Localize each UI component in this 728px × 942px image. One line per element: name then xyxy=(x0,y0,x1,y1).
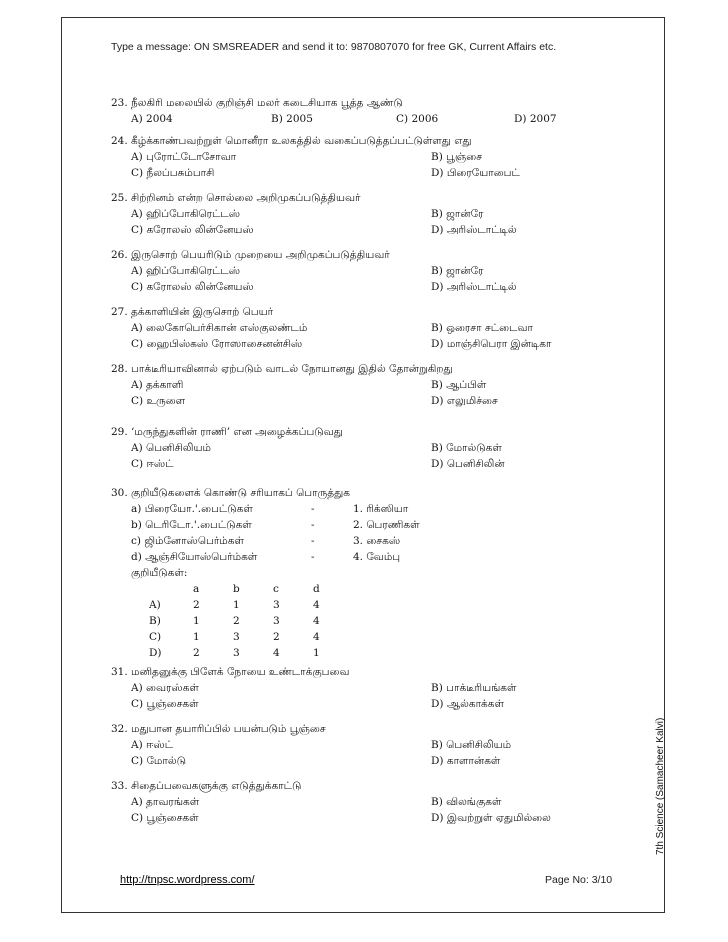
code-value: 4 xyxy=(273,647,280,659)
option-d[interactable]: D) மாஞ்சிபெரா இன்டிகா xyxy=(431,338,552,350)
option-b[interactable]: B) ஆப்பிள் xyxy=(431,379,487,391)
question-number: 26. xyxy=(111,249,128,261)
code-option-label[interactable]: A) xyxy=(149,599,161,611)
code-option-row[interactable] xyxy=(111,629,411,645)
option-b[interactable]: B) பாக்டீரியங்கள் xyxy=(431,682,517,694)
option-b[interactable]: B) மோல்டுகள் xyxy=(431,442,502,454)
option-b[interactable]: B) ஜான்ரே xyxy=(431,208,484,220)
match-right: 3. சைகஸ் xyxy=(353,535,401,547)
question-23 xyxy=(111,95,581,127)
option-c[interactable]: C) பூஞ்சைகள் xyxy=(131,812,199,824)
match-dash: - xyxy=(311,551,315,563)
match-left: c) ஜிம்னோஸ்பெர்ம்கள் xyxy=(131,535,244,547)
code-head: d xyxy=(313,583,320,595)
option-b[interactable]: B) 2005 xyxy=(271,113,313,125)
option-b[interactable]: B) விலங்குகள் xyxy=(431,796,502,808)
question-24 xyxy=(111,133,581,181)
option-a[interactable]: A) ஈஸ்ட் xyxy=(131,739,174,751)
option-a[interactable]: A) 2004 xyxy=(131,113,173,125)
code-option-label[interactable]: B) xyxy=(149,615,161,627)
code-head: b xyxy=(233,583,240,595)
match-row xyxy=(111,549,511,565)
match-right: 2. பெரணிகள் xyxy=(353,519,420,531)
option-d[interactable]: D) பெனிசிலின் xyxy=(431,458,505,470)
side-course-label: 7th Science (Samacheer Kalvi) xyxy=(655,717,666,855)
option-d[interactable]: D) அரிஸ்டாட்டில் xyxy=(431,281,517,293)
code-value: 3 xyxy=(233,631,240,643)
match-left: a) பிரையோ.'.பைட்டுகள் xyxy=(131,503,253,515)
option-d[interactable]: D) 2007 xyxy=(514,113,557,125)
match-left: b) டெரிடோ.'.பைட்டுகள் xyxy=(131,519,252,531)
code-option-row[interactable] xyxy=(111,613,411,629)
option-a[interactable]: A) வைரஸ்கள் xyxy=(131,682,199,694)
option-b[interactable]: B) பெனிசிலியம் xyxy=(431,739,512,751)
match-row xyxy=(111,517,511,533)
question-25 xyxy=(111,190,581,238)
question-26 xyxy=(111,247,581,295)
question-number: 32. xyxy=(111,723,128,735)
option-b[interactable]: B) பூஞ்சை xyxy=(431,151,483,163)
question-text: சிற்றினம் என்ற சொல்லை அறிமுகப்படுத்தியவர் xyxy=(131,192,361,204)
question-number: 29. xyxy=(111,426,128,438)
question-number: 23. xyxy=(111,97,128,109)
option-d[interactable]: D) இவற்றுள் ஏதுமில்லை xyxy=(431,812,551,824)
question-number: 33. xyxy=(111,780,128,792)
footer-page-number: Page No: 3/10 xyxy=(545,874,613,886)
option-d[interactable]: D) ஆல்காக்கள் xyxy=(431,698,504,710)
match-dash: - xyxy=(311,519,315,531)
code-value: 1 xyxy=(313,647,320,659)
match-dash: - xyxy=(311,535,315,547)
option-c[interactable]: C) 2006 xyxy=(396,113,439,125)
option-c[interactable]: C) கரோலஸ் லின்னேயஸ் xyxy=(131,281,254,293)
question-text: பாக்டீரியாவினால் ஏற்படும் வாடல் நோயானது இதில் தோன்றுகிறது xyxy=(131,363,453,375)
code-head: c xyxy=(273,583,279,595)
code-value: 1 xyxy=(193,615,200,627)
code-value: 3 xyxy=(273,599,280,611)
codes-label: குறியீடுகள்: xyxy=(131,567,188,579)
question-27 xyxy=(111,304,581,352)
match-row xyxy=(111,533,511,549)
question-text: மனிதனுக்கு பிளேக் நோயை உண்டாக்குபவை xyxy=(131,666,350,678)
code-grid xyxy=(111,581,411,661)
code-value: 2 xyxy=(233,615,240,627)
option-c[interactable]: C) கரோலஸ் லின்னேயஸ் xyxy=(131,224,254,236)
question-30 xyxy=(111,485,511,661)
option-b[interactable]: B) ஒரைசா சட்டைவா xyxy=(431,322,533,334)
option-d[interactable]: D) பிரையோபைட் xyxy=(431,167,520,179)
code-value: 2 xyxy=(193,647,200,659)
option-c[interactable]: C) உருளை xyxy=(131,395,186,407)
footer-website-link[interactable]: http://tnpsc.wordpress.com/ xyxy=(120,874,255,886)
code-value: 4 xyxy=(313,631,320,643)
option-c[interactable]: C) ஈஸ்ட் xyxy=(131,458,174,470)
code-header-row xyxy=(111,581,411,597)
question-number: 31. xyxy=(111,666,128,678)
code-option-label[interactable]: D) xyxy=(149,647,162,659)
question-text: குறியீடுகளைக் கொண்டு சரியாகப் பொருத்துக xyxy=(131,487,350,499)
code-value: 2 xyxy=(273,631,280,643)
code-option-row[interactable] xyxy=(111,597,411,613)
match-left: d) ஆஞ்சியோஸ்பெர்ம்கள் xyxy=(131,551,258,563)
match-right: 1. ரிக்ஸியா xyxy=(353,503,409,515)
question-text: நீலகிரி மலையில் குறிஞ்சி மலர் கடைசியாக பூத்த ஆண்டு xyxy=(131,97,403,109)
code-head: a xyxy=(193,583,200,595)
match-dash: - xyxy=(311,503,315,515)
option-c[interactable]: C) நீலப்பசும்பாசி xyxy=(131,167,215,179)
question-number: 30. xyxy=(111,487,128,499)
option-d[interactable]: D) அரிஸ்டாட்டில் xyxy=(431,224,517,236)
question-29 xyxy=(111,424,581,472)
question-text: மதுபான தயாரிப்பில் பயன்படும் பூஞ்சை xyxy=(131,723,326,735)
option-c[interactable]: C) ஹைபிஸ்கஸ் ரோஸாசைனன்சிஸ் xyxy=(131,338,303,350)
code-option-label[interactable]: C) xyxy=(149,631,162,643)
header-message: Type a message: ON SMSREADER and send it to: 9870807070 for free GK, Current Affairs etc. xyxy=(111,41,557,53)
option-a[interactable]: A) புரோட்டோசோவா xyxy=(131,151,237,163)
code-option-row[interactable] xyxy=(111,645,411,661)
question-text: ‘மருந்துகளின் ராணி’ என அழைக்கப்படுவது xyxy=(131,426,343,438)
option-a[interactable]: A) லைகோபெர்சிகான் எஸ்குலண்டம் xyxy=(131,322,308,334)
match-row xyxy=(111,501,511,517)
question-text: இருசொற் பெயரிடும் முறையை அறிமுகப்படுத்தியவர் xyxy=(131,249,390,261)
question-28 xyxy=(111,361,581,409)
question-31 xyxy=(111,664,581,712)
code-value: 4 xyxy=(313,615,320,627)
option-b[interactable]: B) ஜான்ரே xyxy=(431,265,484,277)
option-a[interactable]: A) தாவரங்கள் xyxy=(131,796,200,808)
option-a[interactable]: A) தக்காளி xyxy=(131,379,184,391)
question-text: சிதைப்பவைகளுக்கு எடுத்துக்காட்டு xyxy=(131,780,302,792)
option-d[interactable]: D) காளான்கள் xyxy=(431,755,501,767)
question-number: 25. xyxy=(111,192,128,204)
option-d[interactable]: D) எலுமிச்சை xyxy=(431,395,498,407)
option-c[interactable]: C) மோல்டு xyxy=(131,755,186,767)
option-c[interactable]: C) பூஞ்சைகள் xyxy=(131,698,199,710)
option-a[interactable]: A) ஹிப்போகிரெட்டஸ் xyxy=(131,265,241,277)
match-list xyxy=(111,501,511,581)
option-a[interactable]: A) பெனிசிலியம் xyxy=(131,442,211,454)
question-32 xyxy=(111,721,581,769)
code-value: 4 xyxy=(313,599,320,611)
question-number: 27. xyxy=(111,306,128,318)
question-33 xyxy=(111,778,581,826)
code-value: 3 xyxy=(273,615,280,627)
option-a[interactable]: A) ஹிப்போகிரெட்டஸ் xyxy=(131,208,241,220)
question-number: 28. xyxy=(111,363,128,375)
question-number: 24. xyxy=(111,135,128,147)
code-value: 1 xyxy=(233,599,240,611)
question-text: தக்காளியின் இருசொற் பெயர் xyxy=(131,306,274,318)
code-value: 1 xyxy=(193,631,200,643)
code-value: 2 xyxy=(193,599,200,611)
question-text: கீழ்க்காண்பவற்றுள் மொனீரா உலகத்தில் வகைப்படுத்தப்பட்டுள்ளது எது xyxy=(131,135,472,147)
match-right: 4. வேம்பு xyxy=(353,551,401,563)
code-value: 3 xyxy=(233,647,240,659)
